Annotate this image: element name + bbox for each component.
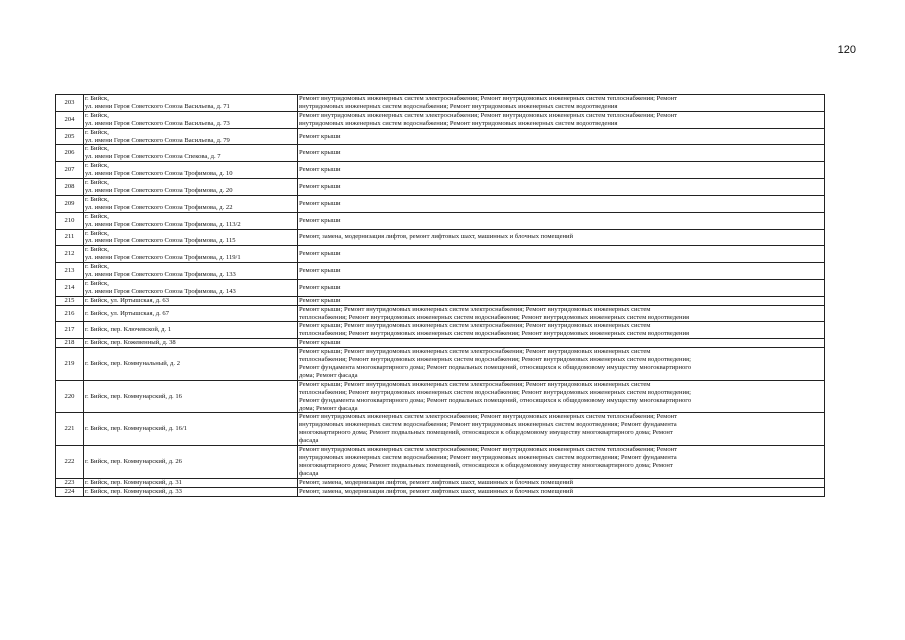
address-line: г. Бийск, [85, 162, 109, 170]
repair-works-line: внутридомовых инженерных систем водоснабжения; Ремонт внутридомовых инженерных систем водоотведения [299, 102, 618, 110]
repair-works-cell [298, 263, 825, 280]
address-line: ул. имени Героя Советского Союза Трофимова, д. 20 [85, 186, 233, 194]
address-line: г. Бийск, [85, 212, 109, 220]
address-line: г. Бийск, [85, 246, 109, 254]
repair-works-cell [298, 446, 825, 479]
repair-works-line: Ремонт фундамента многоквартирного дома; Ремонт подвальных помещений, относящихся к общедомовому имуществу многоквартирного [299, 364, 692, 371]
table-row [56, 322, 825, 339]
address-line: г. Бийск, пер. Коммунарский, д. 26 [85, 457, 182, 465]
table-row [56, 246, 825, 263]
address-line: ул. имени Героя Советского Союза Трофимова, д. 10 [85, 170, 233, 178]
repair-works-cell [298, 212, 825, 229]
address-cell [84, 263, 298, 280]
repair-works-line: Ремонт внутридомовых инженерных систем электроснабжения; Ремонт внутридомовых инженерных систем теплоснабжения; Ремонт [299, 111, 678, 119]
address-line: г. Бийск, ул. Иртышская, д. 63 [85, 296, 170, 304]
repair-works-line: Ремонт крыши [299, 132, 341, 140]
repair-works-cell [298, 322, 825, 339]
table-row [56, 229, 825, 246]
address-cell [84, 95, 298, 112]
repair-works-line: многоквартирного дома; Ремонт подвальных помещений, относящихся к общедомовому имуществу многоквартирного дома; Ремонт [299, 429, 673, 437]
repair-works-line: дома; Ремонт фасада [299, 404, 358, 412]
row-number: 213 [56, 263, 84, 280]
repair-works-cell [298, 279, 825, 296]
table-row [56, 478, 825, 487]
address-line: ул. имени Героя Советского Союза Трофимова, д. 119/1 [85, 254, 241, 262]
address-line: ул. имени Героя Советского Союза Васильева, д. 79 [85, 136, 230, 144]
table-row [56, 348, 825, 381]
page-number: 120 [837, 44, 856, 56]
repair-works-cell [298, 413, 825, 446]
repair-works-cell [298, 111, 825, 128]
row-number: 203 [56, 95, 84, 112]
address-cell [84, 413, 298, 446]
address-cell [84, 279, 298, 296]
table-row [56, 279, 825, 296]
repair-works-line: фасада [299, 469, 319, 477]
row-number: 209 [56, 195, 84, 212]
repair-works-line: фасада [299, 437, 319, 445]
address-line: г. Бийск, пер. Коммунальный, д. 2 [85, 360, 181, 368]
table-row [56, 413, 825, 446]
repair-works-line: Ремонт крыши [299, 149, 341, 157]
repair-works-cell [298, 339, 825, 348]
repair-works-cell [298, 195, 825, 212]
repair-works-cell [298, 95, 825, 112]
table-row [56, 305, 825, 322]
table-row [56, 296, 825, 305]
address-line: ул. имени Героя Советского Союза Трофимова, д. 22 [85, 203, 233, 211]
address-line: г. Бийск, [85, 128, 109, 136]
address-line: г. Бийск, пер. Коммунарский, д. 16 [85, 392, 182, 400]
table-row [56, 162, 825, 179]
repair-works-line: многоквартирного дома; Ремонт подвальных помещений, относящихся к общедомовому имуществу многоквартирного дома; Ремонт [299, 461, 673, 469]
row-number: 216 [56, 305, 84, 322]
row-number: 217 [56, 322, 84, 339]
row-number: 221 [56, 413, 84, 446]
address-cell [84, 111, 298, 128]
repair-works-line: Ремонт, замена, модернизация лифтов, ремонт лифтовых шахт, машинных и блочных помещений [299, 233, 574, 241]
address-cell [84, 487, 298, 496]
address-cell [84, 195, 298, 212]
row-number: 215 [56, 296, 84, 305]
table-row [56, 179, 825, 196]
table-row [56, 195, 825, 212]
row-number: 208 [56, 179, 84, 196]
repair-works-line: Ремонт внутридомовых инженерных систем электроснабжения; Ремонт внутридомовых инженерных систем теплоснабжения; Ремонт [299, 413, 678, 421]
address-cell [84, 212, 298, 229]
row-number: 214 [56, 279, 84, 296]
address-line: ул. имени Героя Советского Союза Васильева, д. 73 [85, 119, 230, 127]
address-cell [84, 179, 298, 196]
table-row [56, 339, 825, 348]
repair-works-cell [298, 296, 825, 305]
repair-works-line: Ремонт крыши [299, 267, 341, 275]
address-line: ул. имени Героя Советского Союза Васильева, д. 71 [85, 102, 230, 110]
repair-works-line: Ремонт, замена, модернизация лифтов, ремонт лифтовых шахт, машинных и блочных помещений [299, 487, 574, 495]
repair-works-line: Ремонт крыши; Ремонт внутридомовых инженерных систем электроснабжения; Ремонт внутридомовых инженерных систем [299, 348, 651, 356]
repair-works-line: Ремонт крыши [299, 296, 341, 304]
address-line: г. Бийск, [85, 263, 109, 271]
address-line: ул. имени Героя Советского Союза Трофимова, д. 113/2 [85, 220, 241, 228]
repair-works-line: Ремонт фундамента многоквартирного дома; Ремонт подвальных помещений, относящихся к общедомовому имуществу многоквартирного [299, 396, 692, 404]
repair-works-line: Ремонт крыши; Ремонт внутридомовых инженерных систем электроснабжения; Ремонт внутридомовых инженерных систем [299, 305, 651, 313]
row-number: 222 [56, 446, 84, 479]
repair-works-line: внутридомовых инженерных систем водоснабжения; Ремонт внутридомовых инженерных систем водоотведения; Ремонт фундамента [299, 453, 677, 461]
address-line: г. Бийск, [85, 179, 109, 187]
repair-works-line: Ремонт крыши [299, 283, 341, 291]
address-line: г. Бийск, ул. Иртышская, д. 67 [85, 309, 170, 317]
address-line: г. Бийск, [85, 111, 109, 119]
address-line: г. Бийск, [85, 229, 109, 237]
repair-works-cell [298, 145, 825, 162]
address-cell [84, 322, 298, 339]
table-row [56, 111, 825, 128]
repair-works-line: Ремонт крыши [299, 166, 341, 174]
address-cell [84, 446, 298, 479]
address-cell [84, 162, 298, 179]
address-line: ул. имени Героя Советского Союза Спекова, д. 7 [85, 153, 221, 161]
address-line: г. Бийск, пер. Ключевской, д. 1 [85, 326, 172, 334]
address-line: ул. имени Героя Советского Союза Трофимова, д. 115 [85, 237, 236, 245]
repair-works-line: Ремонт внутридомовых инженерных систем электроснабжения; Ремонт внутридомовых инженерных систем теплоснабжения; Ремонт [299, 446, 678, 454]
repair-works-line: Ремонт крыши; Ремонт внутридомовых инженерных систем электроснабжения; Ремонт внутридомовых инженерных систем [299, 380, 651, 388]
address-cell [84, 478, 298, 487]
repair-works-table-body [56, 95, 825, 497]
row-number: 205 [56, 128, 84, 145]
repair-works-line: теплоснабжения; Ремонт внутридомовых инженерных систем водоснабжения; Ремонт внутридомовых инженерных систем водоотведения; [299, 356, 691, 364]
address-line: г. Бийск, [85, 195, 109, 203]
repair-works-line: Ремонт крыши [299, 250, 341, 258]
row-number: 212 [56, 246, 84, 263]
table-row [56, 145, 825, 162]
address-cell [84, 380, 298, 413]
repair-works-table [55, 94, 825, 497]
address-line: г. Бийск, [85, 145, 109, 153]
repair-works-cell [298, 380, 825, 413]
repair-works-line: Ремонт крыши [299, 216, 341, 224]
address-line: ул. имени Героя Советского Союза Трофимова, д. 133 [85, 271, 236, 279]
repair-works-cell [298, 348, 825, 381]
repair-works-line: дома; Ремонт фасада [299, 371, 358, 379]
table-row [56, 263, 825, 280]
row-number: 206 [56, 145, 84, 162]
address-cell [84, 145, 298, 162]
row-number: 223 [56, 478, 84, 487]
address-line: г. Бийск, [85, 279, 109, 287]
row-number: 207 [56, 162, 84, 179]
repair-works-line: Ремонт, замена, модернизация лифтов, ремонт лифтовых шахт, машинных и блочных помещений [299, 478, 574, 486]
address-cell [84, 128, 298, 145]
repair-works-line: теплоснабжения; Ремонт внутридомовых инженерных систем водоснабжения; Ремонт внутридомовых инженерных систем водоотведения [299, 313, 690, 321]
row-number: 204 [56, 111, 84, 128]
address-line: г. Бийск, пер. Коммунарский, д. 31 [85, 478, 182, 486]
repair-works-cell [298, 162, 825, 179]
row-number: 211 [56, 229, 84, 246]
row-number: 210 [56, 212, 84, 229]
address-line: г. Бийск, пер. Кожевенный, д. 38 [85, 339, 176, 347]
address-line: г. Бийск, пер. Коммунарский, д. 33 [85, 487, 182, 495]
repair-works-line: Ремонт крыши [299, 183, 341, 191]
repair-works-cell [298, 246, 825, 263]
row-number: 224 [56, 487, 84, 496]
row-number: 220 [56, 380, 84, 413]
repair-works-line: Ремонт крыши; Ремонт внутридомовых инженерных систем электроснабжения; Ремонт внутридомовых инженерных систем [299, 322, 651, 330]
address-cell [84, 305, 298, 322]
address-line: г. Бийск, [85, 95, 109, 102]
table-row [56, 128, 825, 145]
address-cell [84, 348, 298, 381]
row-number: 219 [56, 348, 84, 381]
repair-works-cell [298, 478, 825, 487]
repair-works-cell [298, 305, 825, 322]
repair-works-line: теплоснабжения; Ремонт внутридомовых инженерных систем водоснабжения; Ремонт внутридомовых инженерных систем водоотведения [299, 330, 690, 338]
table-row [56, 487, 825, 496]
address-line: г. Бийск, пер. Коммунарский, д. 16/1 [85, 425, 188, 433]
table-row [56, 446, 825, 479]
repair-works-line: Ремонт внутридомовых инженерных систем электроснабжения; Ремонт внутридомовых инженерных систем теплоснабжения; Ремонт [299, 95, 678, 102]
repair-works-line: Ремонт крыши [299, 339, 341, 347]
repair-works-cell [298, 128, 825, 145]
address-cell [84, 296, 298, 305]
repair-works-line: теплоснабжения; Ремонт внутридомовых инженерных систем водоснабжения; Ремонт внутридомовых инженерных систем водоотведения; [299, 388, 691, 396]
address-line: ул. имени Героя Советского Союза Трофимова, д. 143 [85, 287, 236, 295]
row-number: 218 [56, 339, 84, 348]
repair-works-cell [298, 179, 825, 196]
repair-works-line: Ремонт крыши [299, 199, 341, 207]
repair-works-cell [298, 487, 825, 496]
repair-works-cell [298, 229, 825, 246]
address-cell [84, 229, 298, 246]
table-row [56, 380, 825, 413]
table-row [56, 212, 825, 229]
address-cell [84, 339, 298, 348]
address-cell [84, 246, 298, 263]
table-row [56, 95, 825, 112]
repair-works-line: внутридомовых инженерных систем водоснабжения; Ремонт внутридомовых инженерных систем водоотведения [299, 119, 618, 127]
repair-works-line: внутридомовых инженерных систем водоснабжения; Ремонт внутридомовых инженерных систем водоотведения; Ремонт фундамента [299, 421, 677, 429]
